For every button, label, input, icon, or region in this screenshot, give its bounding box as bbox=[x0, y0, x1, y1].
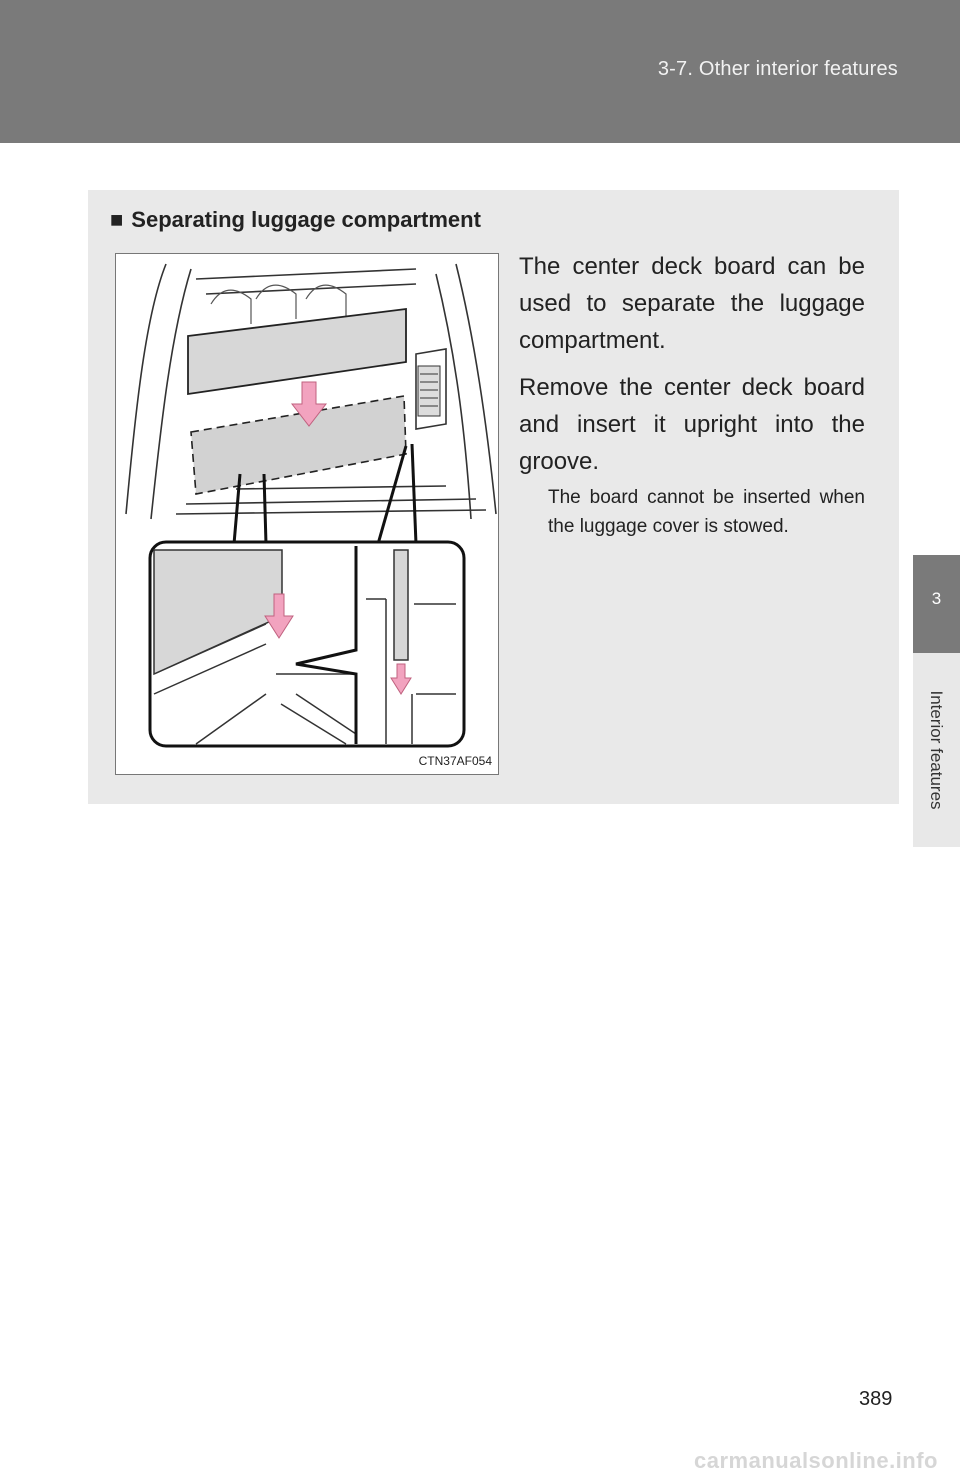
figure-code: CTN37AF054 bbox=[418, 754, 492, 768]
page-number: 389 bbox=[859, 1388, 893, 1410]
body-text bbox=[519, 248, 865, 490]
chapter-tab bbox=[913, 555, 960, 653]
paragraph-1: The center deck board can be used to separate the luggage compartment. bbox=[519, 253, 865, 354]
heading-text: Separating luggage compartment bbox=[131, 207, 481, 232]
heading-square-marker: ■ bbox=[110, 207, 124, 232]
luggage-illustration bbox=[115, 253, 499, 775]
luggage-diagram-svg bbox=[116, 254, 498, 774]
content-panel bbox=[88, 190, 899, 804]
chapter-label: Interior features bbox=[927, 690, 946, 810]
page-header bbox=[0, 0, 960, 143]
watermark: carmanualsonline.info bbox=[694, 1448, 938, 1473]
chapter-number: 3 bbox=[931, 589, 942, 608]
paragraph-2: Remove the center deck board and insert it upright into the groove. bbox=[519, 374, 865, 475]
section-title: 3-7. Other interior features bbox=[657, 58, 898, 80]
section-heading bbox=[110, 207, 481, 233]
chapter-label-tab bbox=[913, 653, 960, 847]
note-text: The board cannot be inserted when the luggage cover is stowed. bbox=[548, 487, 865, 537]
